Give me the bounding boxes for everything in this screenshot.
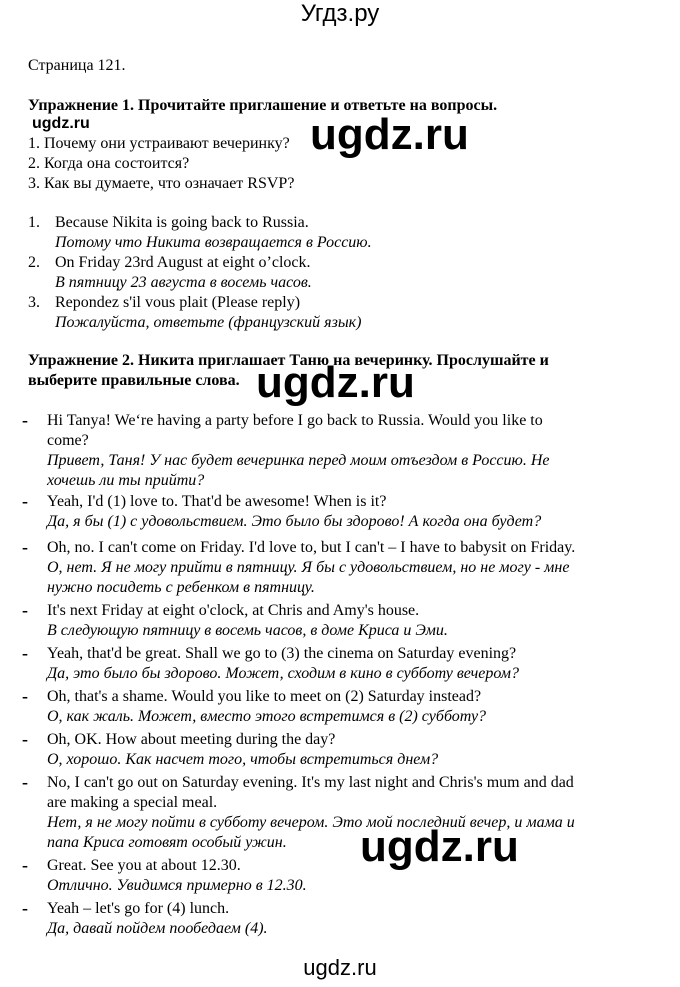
dialogue-russian: Отлично. Увидимся примерно в 12.30. (47, 877, 307, 894)
dash-bullet: - (22, 643, 28, 663)
dash-bullet: - (22, 410, 28, 430)
dialogue-russian: Да, я бы (1) с удовольствием. Это было бы здорово! А когда она будет? (47, 513, 542, 530)
site-header: Угдз.ру (300, 0, 380, 27)
dash-bullet: - (22, 772, 28, 792)
dash-bullet: - (22, 537, 28, 557)
watermark-big: ugdz.ru (310, 110, 469, 159)
dialogue-english: It's next Friday at eight o'clock, at Chris and Amy's house. (47, 602, 420, 619)
dialogue-english: are making a special meal. (47, 794, 218, 811)
dialogue-english: Oh, OK. How about meeting during the day? (47, 731, 336, 748)
dialogue-english: Yeah, that'd be great. Shall we go to (3) the cinema on Saturday evening? (47, 645, 517, 662)
watermark-small: ugdz.ru (32, 115, 90, 132)
dialogue-russian: Да, это было бы здорово. Может, сходим в кино в субботу вечером? (47, 665, 519, 682)
watermark-big: ugdz.ru (256, 358, 415, 407)
dialogue-english: Yeah – let's go for (4) lunch. (47, 900, 230, 917)
dialogue-english: come? (47, 432, 89, 449)
dialogue-english: Oh, no. I can't come on Friday. I'd love to, but I can't – I have to babysit on Friday. (47, 539, 576, 556)
answer-number: 1. (28, 214, 40, 231)
answer-english: Repondez s'il vous plait (Please reply) (55, 294, 301, 311)
answer-number: 3. (28, 294, 40, 311)
dash-bullet: - (22, 686, 28, 706)
dialogue-english: Yeah, I'd (1) love to. That'd be awesome! When is it? (47, 493, 387, 510)
dialogue-english: Hi Tanya! We‘re having a party before I go back to Russia. Would you like to (47, 412, 543, 429)
dialogue-russian: Привет, Таня! У нас будет вечеринка перед моим отъездом в Россию. Не (47, 452, 550, 469)
answer-russian: Потому что Никита возвращается в Россию. (55, 234, 372, 251)
dialogue-russian: Да, давай пойдем пообедаем (4). (47, 920, 268, 937)
dialogue-russian: О, нет. Я не могу прийти в пятницу. Я бы с удовольствием, но не могу - мне (47, 559, 570, 576)
dash-bullet: - (22, 729, 28, 749)
dialogue-russian: О, как жаль. Может, вместо этого встретимся в (2) субботу? (47, 708, 487, 725)
dash-bullet: - (22, 898, 28, 918)
dialogue-russian: О, хорошо. Как насчет того, чтобы встретиться днем? (47, 751, 439, 768)
page-label: Страница 121. (28, 57, 126, 74)
answer-number: 2. (28, 254, 40, 271)
exercise1-title: Упражнение 1. Прочитайте приглашение и ответьте на вопросы. (28, 97, 498, 114)
dialogue-russian: папа Криса готовят особый ужин. (47, 834, 287, 851)
dialogue-english: Oh, that's a shame. Would you like to meet on (2) Saturday instead? (47, 688, 482, 705)
answer-english: On Friday 23rd August at eight o’clock. (55, 254, 311, 271)
watermark-big: ugdz.ru (360, 822, 519, 871)
dash-bullet: - (22, 600, 28, 620)
question: 1. Почему они устраивают вечеринку? (28, 135, 290, 152)
dash-bullet: - (22, 855, 28, 875)
dialogue-russian: В следующую пятницу в восемь часов, в доме Криса и Эми. (47, 622, 448, 639)
answer-russian: В пятницу 23 августа в восемь часов. (55, 274, 312, 291)
dialogue-russian: нужно посидеть с ребенком в пятницу. (47, 579, 315, 596)
dialogue-russian: Нет, я не могу пойти в субботу вечером. Это мой последний вечер, и мама и (47, 814, 575, 831)
dash-bullet: - (22, 491, 28, 511)
answer-russian: Пожалуйста, ответьте (французский язык) (55, 314, 362, 331)
exercise2-title: Упражнение 2. Никита приглашает Таню на вечеринку. Прослушайте и (28, 352, 549, 369)
exercise2-title: выберите правильные слова. (28, 372, 240, 389)
site-footer: ugdz.ru (303, 955, 377, 980)
dialogue-english: No, I can't go out on Saturday evening. It's my last night and Chris's mum and dad (47, 774, 574, 791)
answer-english: Because Nikita is going back to Russia. (55, 214, 309, 231)
question: 2. Когда она состоится? (28, 155, 190, 172)
dialogue-english: Great. See you at about 12.30. (47, 857, 241, 874)
question: 3. Как вы думаете, что означает RSVP? (28, 175, 295, 192)
dialogue-russian: хочешь ли ты прийти? (47, 472, 205, 489)
